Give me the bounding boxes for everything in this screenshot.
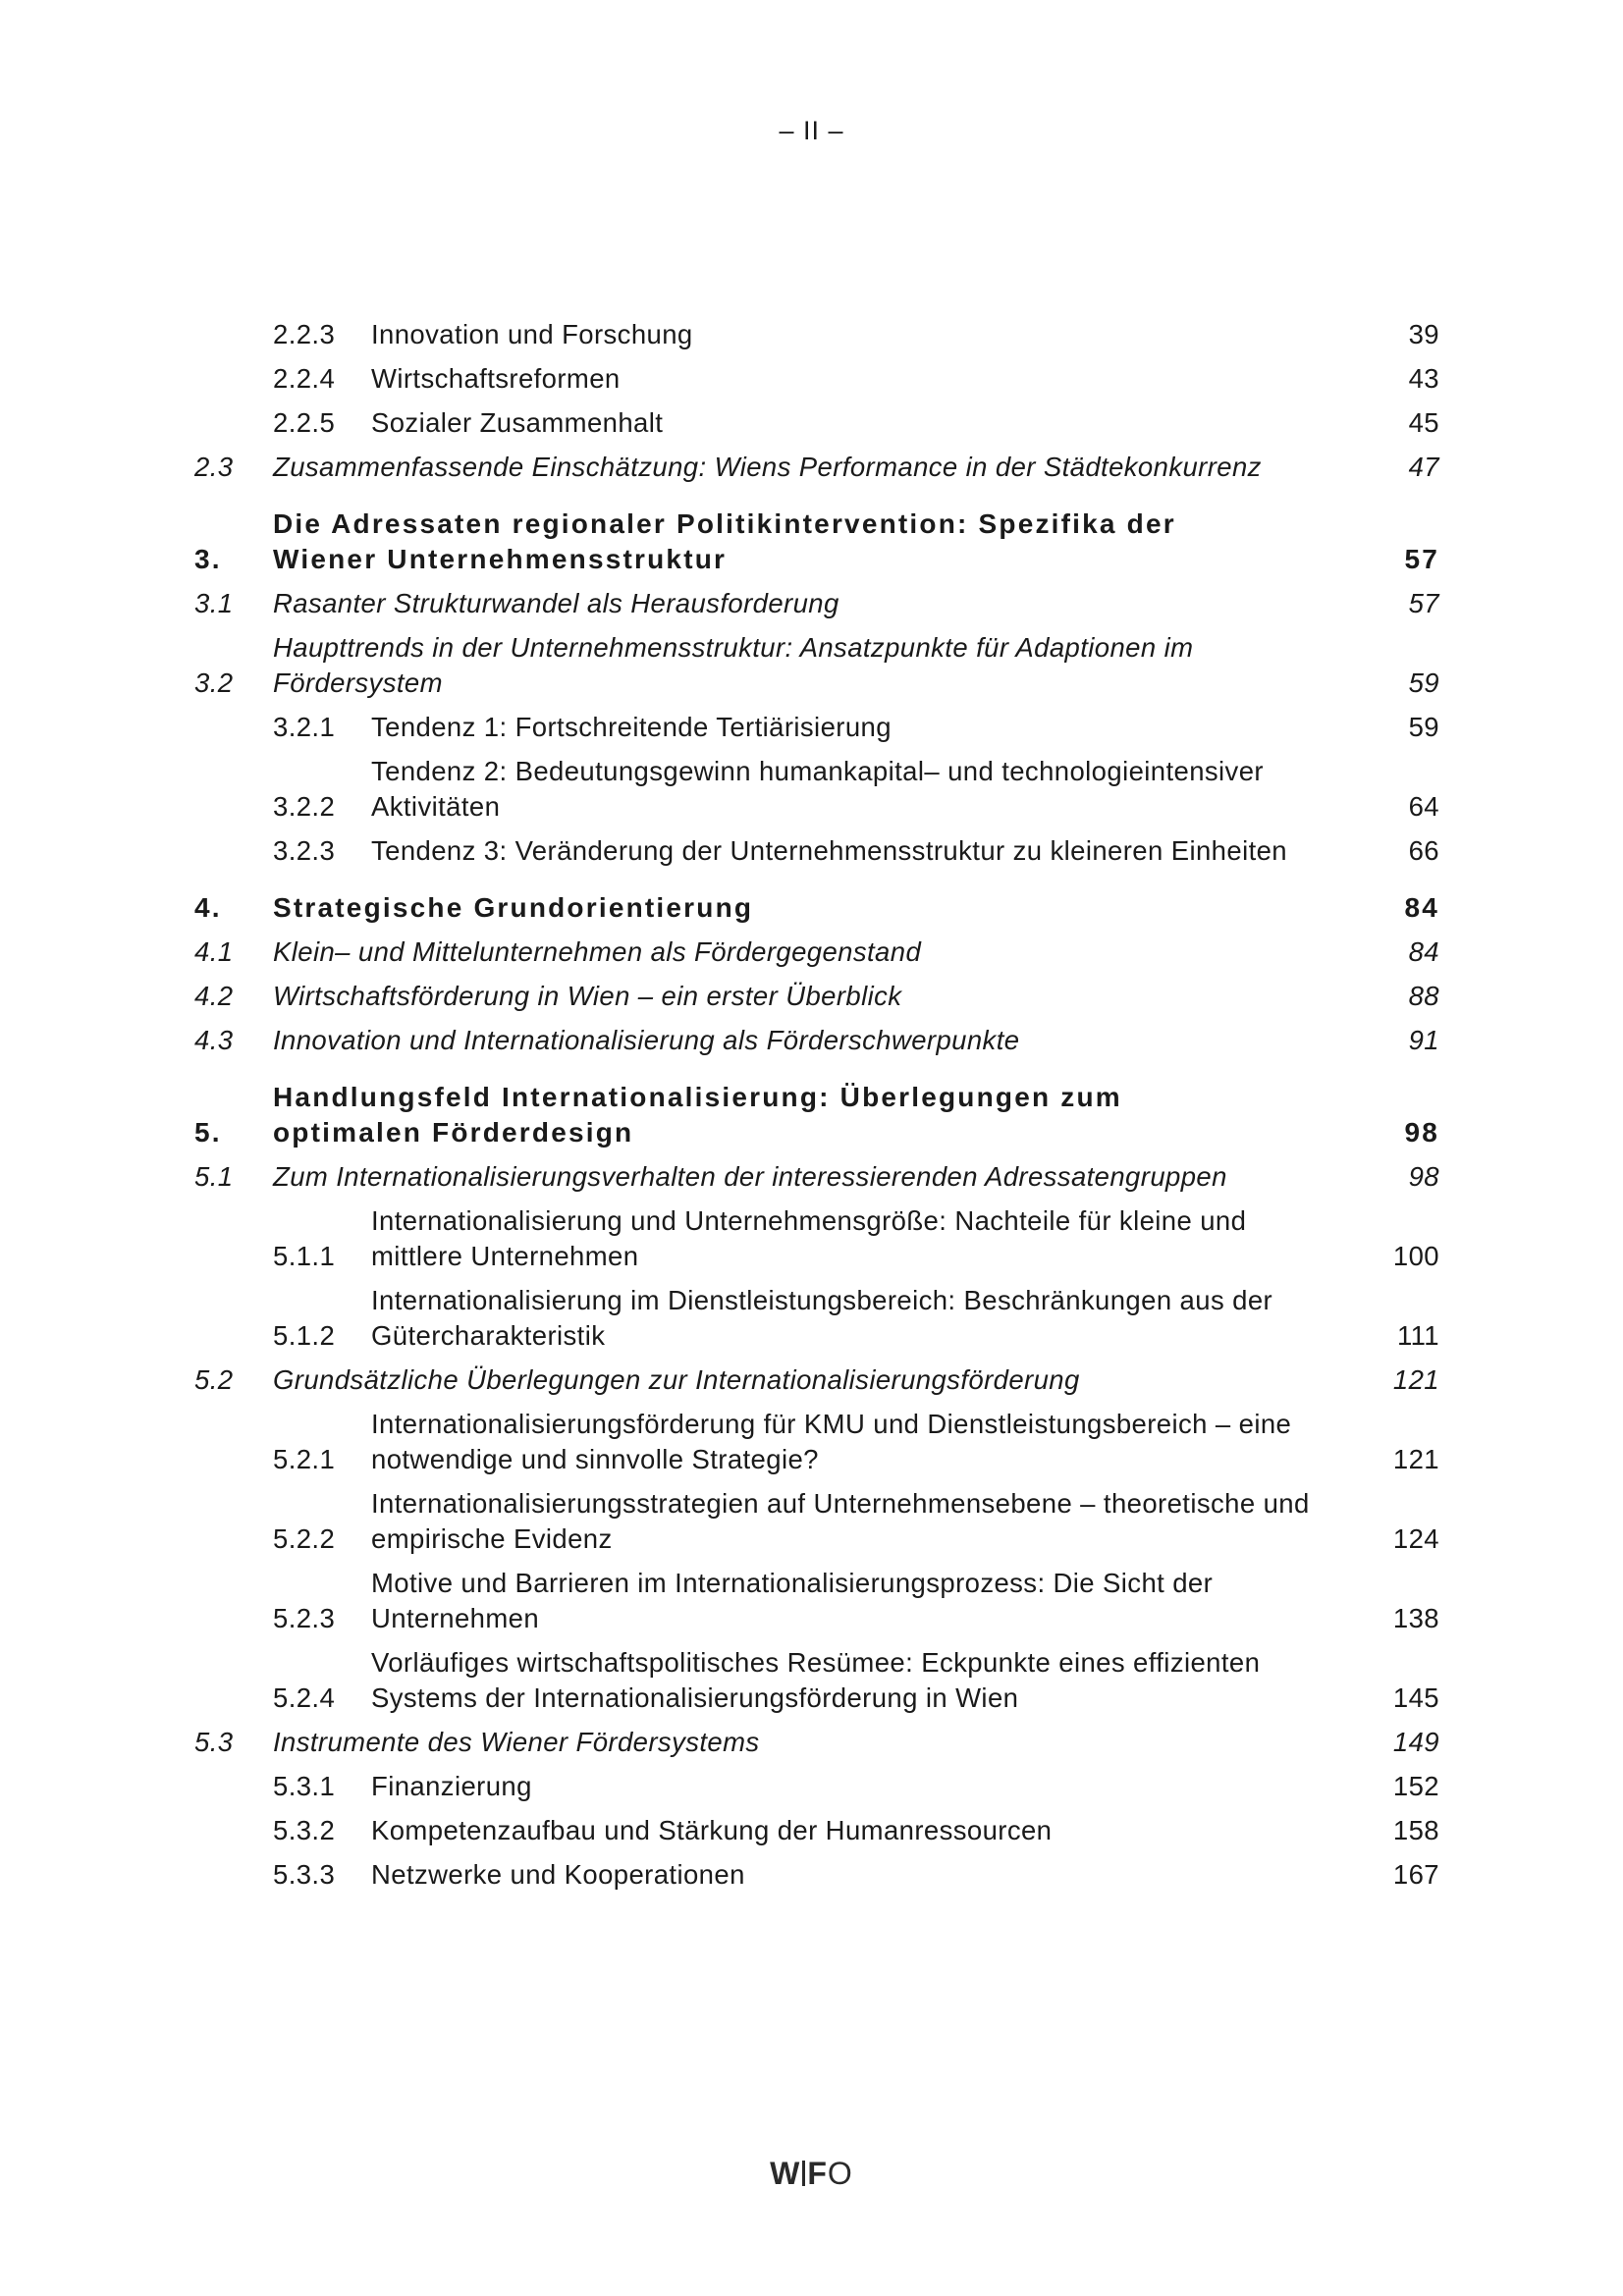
toc-entry-5-1[interactable] <box>0 1159 1623 1195</box>
toc-entry-page: 98 <box>1408 1161 1439 1192</box>
toc-entry-page: 111 <box>1396 1320 1439 1351</box>
toc-entry-title: Zusammenfassende Einschätzung: Wiens Performance in der Städtekonkurrenz <box>273 452 1262 482</box>
toc-entry-page: 145 <box>1392 1682 1439 1713</box>
toc-entry-5[interactable] <box>0 1080 1623 1150</box>
toc-entry-title: Instrumente des Wiener Fördersystems <box>273 1727 760 1757</box>
toc-entry-title: Motive und Barrieren im Internationalisierungsprozess: Die Sicht der Unternehmen <box>371 1568 1214 1633</box>
toc-entry-page: 57 <box>1408 588 1439 618</box>
toc-entry-3-2-3[interactable] <box>0 833 1623 869</box>
toc-entry-page: 124 <box>1392 1523 1439 1554</box>
toc-entry-title: Finanzierung <box>371 1771 532 1801</box>
toc-entry-number: 5.3.1 <box>273 1771 336 1801</box>
toc-entry-page: 57 <box>1404 544 1439 574</box>
toc-entry-number: 2.2.5 <box>273 407 336 438</box>
toc-entry-page: 66 <box>1408 835 1439 866</box>
toc-entry-number: 4.3 <box>194 1025 234 1055</box>
toc-entry-page: 43 <box>1408 363 1439 394</box>
toc-entry-5-1-1[interactable] <box>0 1203 1623 1274</box>
toc-entry-number: 3.2.1 <box>273 712 336 742</box>
toc-entry-number: 3.2.3 <box>273 835 336 866</box>
toc-entry-2-2-3[interactable] <box>0 317 1623 352</box>
toc-entry-3-1[interactable] <box>0 586 1623 621</box>
toc-entry-title: Netzwerke und Kooperationen <box>371 1859 745 1890</box>
toc-entry-title: Rasanter Strukturwandel als Herausforderung <box>273 588 839 618</box>
toc-entry-page: 138 <box>1392 1603 1439 1633</box>
toc-entry-title: Die Adressaten regionaler Politikintervention: Spezifika der Wiener Unternehmensstruktur <box>273 508 1176 574</box>
wifo-logo-bar <box>802 2161 805 2186</box>
toc-entry-4-2[interactable] <box>0 979 1623 1014</box>
toc-entry-page: 91 <box>1408 1025 1439 1055</box>
table-of-contents <box>0 308 1623 1893</box>
toc-entry-title: Zum Internationalisierungsverhalten der interessierenden Adressatengruppen <box>273 1161 1227 1192</box>
toc-entry-title: Handlungsfeld Internationalisierung: Überlegungen zum optimalen Förderdesign <box>273 1082 1122 1148</box>
toc-entry-number: 3.2 <box>194 667 234 698</box>
toc-entry-number: 5.1.1 <box>273 1241 336 1271</box>
toc-entry-page: 84 <box>1408 936 1439 967</box>
toc-entry-5-3[interactable] <box>0 1725 1623 1760</box>
toc-entry-number: 5.2.3 <box>273 1603 336 1633</box>
toc-entry-5-3-1[interactable] <box>0 1769 1623 1804</box>
toc-entry-title: Innovation und Forschung <box>371 319 693 349</box>
toc-entry-page: 121 <box>1392 1444 1439 1474</box>
toc-entry-number: 3.1 <box>194 588 234 618</box>
wifo-logo-w: W <box>770 2156 801 2191</box>
toc-entry-number: 5.1.2 <box>273 1320 336 1351</box>
toc-entry-title: Kompetenzaufbau und Stärkung der Humanressourcen <box>371 1815 1053 1845</box>
toc-entry-page: 39 <box>1408 319 1439 349</box>
toc-entry-page: 100 <box>1392 1241 1439 1271</box>
toc-entry-number: 4.2 <box>194 981 234 1011</box>
toc-entry-page: 152 <box>1392 1771 1439 1801</box>
toc-entry-number: 3.2.2 <box>273 791 336 822</box>
toc-entry-number: 5.3 <box>194 1727 234 1757</box>
toc-entry-title: Internationalisierung im Dienstleistungsbereich: Beschränkungen aus der Gütercharakteristik <box>371 1285 1273 1351</box>
toc-entry-4[interactable] <box>0 890 1623 926</box>
toc-entry-5-2[interactable] <box>0 1362 1623 1398</box>
toc-entry-5-2-2[interactable] <box>0 1486 1623 1557</box>
toc-entry-title: Vorläufiges wirtschaftspolitisches Resümee: Eckpunkte eines effizienten Systems der Internationalisierungsförderung in Wien <box>371 1647 1261 1713</box>
toc-entry-5-3-3[interactable] <box>0 1857 1623 1893</box>
toc-entry-number: 2.2.4 <box>273 363 336 394</box>
toc-entry-title: Strategische Grundorientierung <box>273 892 754 923</box>
wifo-logo <box>0 2156 1623 2192</box>
toc-entry-2-3[interactable] <box>0 450 1623 485</box>
toc-entry-title: Innovation und Internationalisierung als Förderschwerpunkte <box>273 1025 1020 1055</box>
toc-entry-page: 84 <box>1404 892 1439 923</box>
toc-entry-page: 88 <box>1408 981 1439 1011</box>
toc-entry-number: 5.2 <box>194 1364 234 1395</box>
toc-entry-page: 59 <box>1408 712 1439 742</box>
toc-entry-page: 47 <box>1408 452 1439 482</box>
toc-entry-4-3[interactable] <box>0 1023 1623 1058</box>
toc-entry-title: Tendenz 2: Bedeutungsgewinn humankapital– und technologieintensiver Aktivitäten <box>371 756 1264 822</box>
toc-entry-page: 158 <box>1392 1815 1439 1845</box>
toc-entry-title: Internationalisierung und Unternehmensgröße: Nachteile für kleine und mittlere Unternehmen <box>371 1205 1247 1271</box>
toc-entry-page: 59 <box>1408 667 1439 698</box>
toc-entry-number: 5.3.3 <box>273 1859 336 1890</box>
toc-entry-3-2-2[interactable] <box>0 754 1623 825</box>
toc-entry-page: 149 <box>1392 1727 1439 1757</box>
page-number-header: – II – <box>779 116 844 145</box>
toc-entry-5-1-2[interactable] <box>0 1283 1623 1354</box>
toc-entry-title: Sozialer Zusammenhalt <box>371 407 664 438</box>
wifo-logo-f: F <box>807 2156 828 2191</box>
toc-entry-title: Grundsätzliche Überlegungen zur Internationalisierungsförderung <box>273 1364 1080 1395</box>
toc-entry-title: Klein– und Mittelunternehmen als Fördergegenstand <box>273 936 922 967</box>
toc-entry-number: 5.2.2 <box>273 1523 336 1554</box>
toc-entry-page: 167 <box>1392 1859 1439 1890</box>
toc-entry-5-3-2[interactable] <box>0 1813 1623 1848</box>
toc-entry-number: 4. <box>194 892 222 923</box>
toc-entry-number: 2.3 <box>194 452 234 482</box>
toc-entry-3-2-1[interactable] <box>0 710 1623 745</box>
toc-entry-page: 121 <box>1392 1364 1439 1395</box>
toc-entry-title: Haupttrends in der Unternehmensstruktur: Ansatzpunkte für Adaptionen im Fördersystem <box>273 632 1194 698</box>
toc-entry-number: 5. <box>194 1117 222 1148</box>
toc-entry-2-2-5[interactable] <box>0 405 1623 441</box>
toc-entry-3-2[interactable] <box>0 630 1623 701</box>
toc-entry-5-2-1[interactable] <box>0 1407 1623 1477</box>
toc-entry-title: Tendenz 1: Fortschreitende Tertiärisierung <box>371 712 892 742</box>
toc-entry-number: 2.2.3 <box>273 319 336 349</box>
toc-entry-title: Internationalisierungsstrategien auf Unternehmensebene – theoretische und empirische Evidenz <box>371 1488 1310 1554</box>
toc-entry-4-1[interactable] <box>0 934 1623 970</box>
toc-entry-number: 5.2.4 <box>273 1682 336 1713</box>
toc-entry-page: 45 <box>1408 407 1439 438</box>
toc-entry-number: 5.2.1 <box>273 1444 336 1474</box>
toc-entry-5-2-3[interactable] <box>0 1566 1623 1636</box>
toc-entry-number: 5.1 <box>194 1161 234 1192</box>
toc-entry-number: 3. <box>194 544 222 574</box>
toc-entry-page: 64 <box>1408 791 1439 822</box>
toc-entry-2-2-4[interactable] <box>0 361 1623 397</box>
toc-entry-page: 98 <box>1404 1117 1439 1148</box>
toc-entry-number: 5.3.2 <box>273 1815 336 1845</box>
wifo-logo-o: O <box>827 2156 853 2191</box>
toc-entry-title: Wirtschaftsförderung in Wien – ein erster Überblick <box>273 981 902 1011</box>
toc-entry-title: Wirtschaftsreformen <box>371 363 621 394</box>
toc-entry-title: Internationalisierungsförderung für KMU und Dienstleistungsbereich – eine notwendige und sinnvolle Strategie? <box>371 1409 1292 1474</box>
toc-entry-number: 4.1 <box>194 936 234 967</box>
toc-entry-3[interactable] <box>0 507 1623 577</box>
toc-entry-5-2-4[interactable] <box>0 1645 1623 1716</box>
toc-entry-title: Tendenz 3: Veränderung der Unternehmensstruktur zu kleineren Einheiten <box>371 835 1288 866</box>
